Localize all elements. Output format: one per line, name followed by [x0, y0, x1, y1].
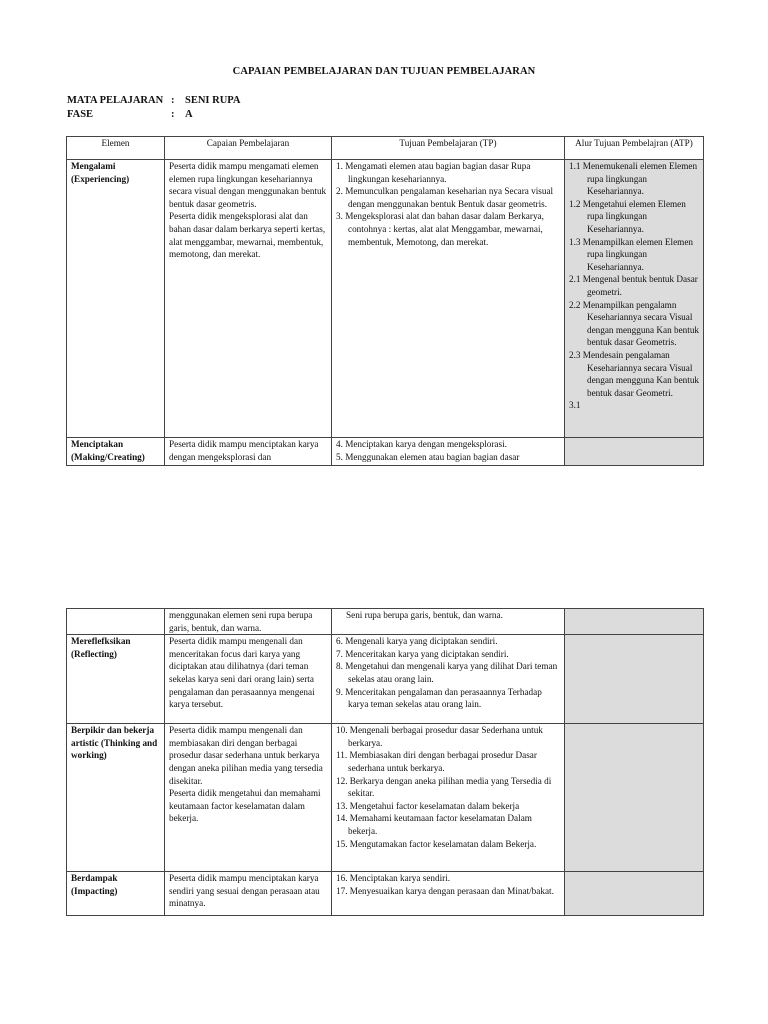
atp-item: 1.1 Menemukenali elemen Elemen rupa lingkungan Kesehariannya. [569, 161, 698, 197]
tp-item: 9. Menceritakan pengalaman dan perasaannya Terhadap karya teman sekelas atau orang lain. [336, 686, 542, 710]
meta-phase-value: A [185, 109, 193, 120]
table-row [67, 438, 704, 466]
row-capaian: Peserta didik mampu menciptakan karya sendiri yang sesuai dengan perasaan atau minatnya. [165, 872, 332, 916]
row-tujuan [332, 635, 565, 724]
row-atp [565, 635, 704, 724]
table-header-row [67, 137, 704, 160]
tp-item: 13. Mengetahui factor keselamatan dalam bekerja [336, 800, 520, 811]
meta-subject-colon: : [171, 95, 175, 106]
tp-item: 14. Memahami keutamaan factor keselamatan Dalam bekerja. [336, 813, 532, 836]
row-atp [565, 438, 704, 466]
tp-item: 5. Menggunakan elemen atau bagian bagian dasar [336, 451, 520, 462]
meta-subject-key: MATA PELAJARAN [67, 95, 164, 106]
tp-item: 7. Menceritakan karya yang diciptakan sendiri. [336, 648, 509, 659]
tp-item: 2. Memunculkan pengalaman keseharian nya Secara visual dengan menggunakan bentuk Bentuk dasar geometris. [336, 186, 554, 209]
meta-subject-value: SENI RUPA [185, 95, 241, 106]
tp-item: 10. Mengenali berbagai prosedur dasar Sederhana untuk berkarya. [336, 725, 543, 748]
tp-item: 1. Mengamati elemen atau bagian bagian dasar Rupa lingkungan kesehariannya. [336, 161, 531, 184]
row-capaian: Peserta didik mampu mengamati elemen elemen rupa lingkungan kesehariannya secara visual dengan menggunakan bentuk bentuk dasar geometris. Peserta didik mengeksplorasi alat dan bahan dasar dalam berkarya seperti kertas, alat menggambar, mewarnai, membentuk, memotong, dan merekat. [165, 160, 332, 438]
row-capaian: Peserta didik mampu menciptakan karya dengan mengeksplorasi dan [165, 438, 332, 466]
tp-list [336, 872, 560, 897]
tp-item: 8. Mengetahui dan mengenali karya yang dilihat Dari teman sekelas atau orang lain. [336, 661, 558, 684]
tp-item: 11. Membiasakan diri dengan berbagai prosedur Dasar sederhana untuk berkarya. [336, 750, 537, 773]
header-elemen: Elemen [67, 137, 165, 160]
atp-item: 1.2 Mengetahui elemen Elemen rupa lingkungan Kesehariannya. [569, 198, 686, 234]
meta-subject [67, 95, 241, 106]
row-elemen: Berpikir dan bekerja artistic (Thinking and working) [67, 724, 165, 872]
tp-list [336, 635, 560, 711]
table-row [67, 635, 704, 724]
row-atp [565, 872, 704, 916]
row-tujuan [332, 872, 565, 916]
tp-item: Seni rupa berupa garis, bentuk, dan warna. [346, 610, 503, 620]
atp-list [569, 160, 699, 412]
row-capaian: Peserta didik mampu mengenali dan menceritakan focus dari karya yang diciptakan atau dilihatnya (dari teman sekelas karya seni dari orang lain) serta pengalaman dan perasaannya mengenai karya tersebut. [165, 635, 332, 724]
row-capaian: Peserta didik mampu mengenali dan membiasakan diri dengan berbagai prosedur dasar sederhana untuk berkarya dengan aneka pilihan media yang tersedia disekitar. Peserta didik mengetahui dan memahami keutamaan factor keselamatan dalam bekerja. [165, 724, 332, 872]
table-row [67, 872, 704, 916]
row-atp [565, 609, 704, 635]
row-tujuan [332, 160, 565, 438]
tp-item: 6. Mengenali karya yang diciptakan sendiri. [336, 636, 498, 647]
curriculum-table-part-1 [66, 136, 704, 466]
row-atp [565, 160, 704, 438]
tp-item: 4. Menciptakan karya dengan mengeksplorasi. [336, 439, 507, 449]
atp-item: 1.3 Menampilkan elemen Elemen rupa lingkungan Kesehariannya. [569, 236, 693, 272]
row-atp [565, 724, 704, 872]
tp-item: 17. Menyesuaikan karya dengan perasaan dan Minat/bakat. [336, 885, 554, 896]
tp-item: 15. Mengutamakan factor keselamatan dalam Bekerja. [336, 838, 537, 849]
row-elemen: Berdampak (Impacting) [67, 872, 165, 916]
tp-list [336, 724, 560, 850]
tp-item: 16. Menciptakan karya sendiri. [336, 873, 451, 884]
row-elemen [67, 609, 165, 635]
meta-phase-colon: : [171, 109, 175, 120]
row-elemen: Mengalami (Experiencing) [67, 160, 165, 438]
header-atp: Alur Tujuan Pembelajran (ATP) [565, 137, 704, 160]
table-row [67, 160, 704, 438]
atp-item: 3.1 [569, 400, 581, 411]
tp-item: 3. Mengeksplorasi alat dan bahan dasar dalam Berkarya, contohnya : kertas, alat alat Menggambar, mewarnai, membentuk, Memotong, dan merekat. [336, 211, 544, 247]
meta-phase-key: FASE [67, 109, 94, 120]
meta-phase [67, 109, 193, 120]
row-tujuan [332, 438, 565, 466]
tp-list [336, 438, 560, 463]
table-row [67, 724, 704, 872]
atp-item: 2.2 Menampilkan pengalamn Kesehariannya secara Visual dengan mengguna Kan bentuk bentuk dasar Geometris. [569, 299, 700, 348]
atp-item: 2.3 Mendesain pengalaman Kesehariannya secara Visual dengan mengguna Kan bentuk bentuk dasar Geometri. [569, 349, 700, 398]
row-elemen: Menciptakan (Making/Creating) [67, 438, 165, 466]
header-capaian: Capaian Pembelajaran [165, 137, 332, 160]
row-tujuan [332, 724, 565, 872]
document-title: CAPAIAN PEMBELAJARAN DAN TUJUAN PEMBELAJARAN [232, 66, 536, 77]
atp-item: 2.1 Mengenal bentuk bentuk Dasar geometri. [569, 274, 698, 297]
row-elemen: Mereflefksikan (Reflecting) [67, 635, 165, 724]
row-tujuan [332, 609, 565, 635]
curriculum-table-part-2 [66, 608, 704, 916]
tp-item: 12. Berkarya dengan aneka pilihan media yang Tersedia di sekitar. [336, 775, 552, 799]
tp-list [336, 160, 560, 248]
table-row [67, 609, 704, 635]
row-capaian: menggunakan elemen seni rupa berupa garis, bentuk, dan warna. [165, 609, 332, 635]
header-tujuan: Tujuan Pembelajaran (TP) [332, 137, 565, 160]
